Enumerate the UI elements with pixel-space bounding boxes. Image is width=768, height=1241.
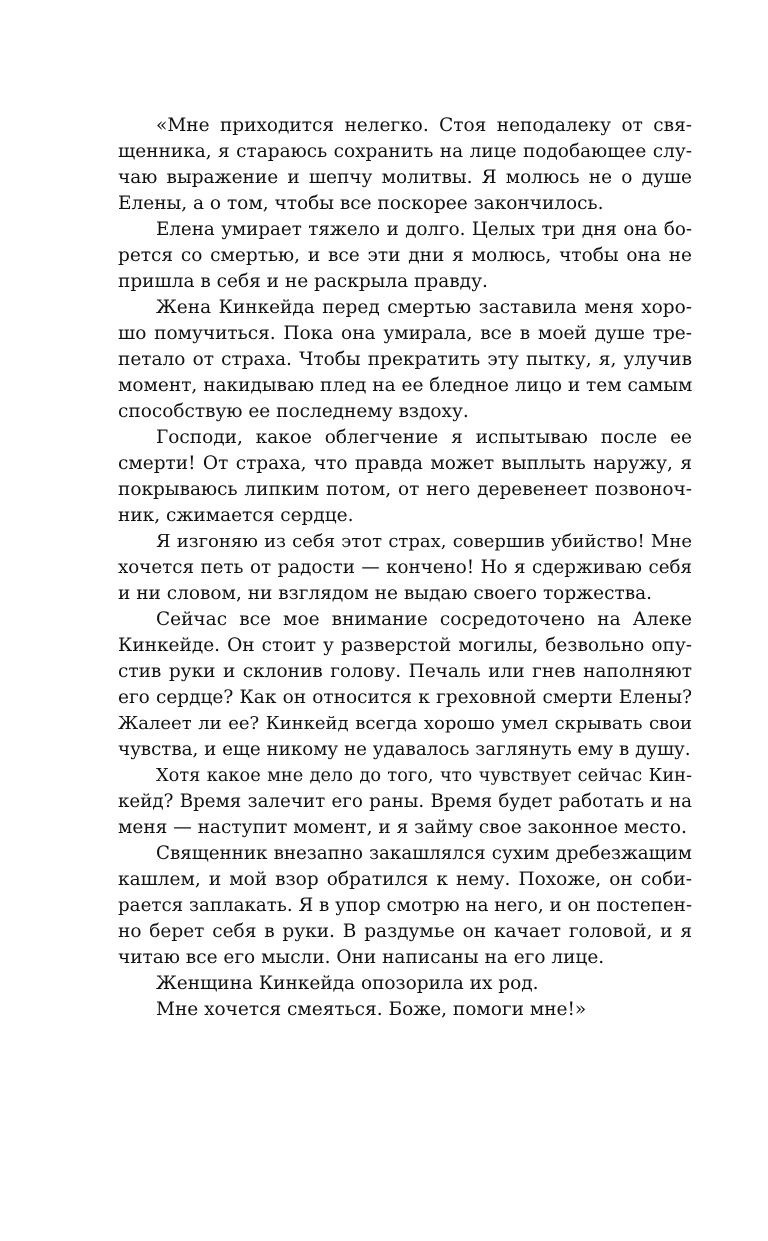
paragraph — [118, 113, 692, 217]
text-line: Жалеет ли ее? Кинкейд всегда хорошо умел скрывать свои — [118, 713, 692, 734]
text-line: читаю все его мысли. Они написаны на его лице. — [118, 947, 605, 968]
paragraph — [118, 217, 692, 295]
text-line: Женщина Кинкейда опозорила их род. — [156, 973, 539, 994]
paragraph — [118, 841, 692, 971]
text-line: и ни словом, ни взглядом не выдаю своего торжества. — [118, 583, 653, 604]
text-line: Елены, а о том, чтобы все поскорее закончилось. — [118, 193, 604, 214]
text-line: Кинкейде. Он стоит у разверстой могилы, безвольно опу- — [118, 635, 692, 656]
paragraph — [118, 425, 692, 529]
text-line: способствую ее последнему вздоху. — [118, 401, 469, 422]
text-line: Я изгоняю из себя этот страх, совершив убийство! Мне — [156, 531, 692, 552]
text-line: ник, сжимается сердце. — [118, 505, 354, 526]
paragraph — [118, 607, 692, 763]
text-line: шо помучиться. Пока она умирала, все в моей душе тре- — [118, 323, 692, 344]
text-line: его сердце? Как он относится к греховной смерти Елены? — [118, 687, 692, 708]
text-line: Господи, какое облегчение я испытываю после ее — [156, 427, 692, 448]
text-line: смерти! От страха, что правда может выплыть наружу, я — [118, 453, 692, 474]
text-line: «Мне приходится нелегко. Стоя неподалеку от свя- — [156, 115, 692, 136]
text-line: Хотя какое мне дело до того, что чувствует сейчас Кин- — [156, 766, 692, 786]
text-line: стив руки и склонив голову. Печаль или гнев наполняют — [118, 661, 692, 682]
text-line: момент, накидываю плед на ее бледное лицо и тем самым — [118, 375, 693, 396]
paragraph — [118, 763, 692, 841]
text-line: Сейчас все мое внимание сосредоточено на Алеке — [156, 609, 692, 630]
text-line: но берет себя в руки. В раздумье он качает головой, и я — [118, 921, 692, 942]
text-line: покрываюсь липким потом, от него деревенеет позвоноч- — [118, 479, 692, 500]
text-line: хочется петь от радости — кончено! Но я сдерживаю себя — [118, 557, 692, 578]
text-line: Священник внезапно закашлялся сухим дребезжащим — [156, 843, 692, 864]
text-line: кейд? Время залечит его раны. Время будет работать и на — [118, 791, 692, 812]
text-line: Мне хочется смеяться. Боже, помоги мне!» — [156, 999, 587, 1020]
text-line: рается заплакать. Я в упор смотрю на него, и он постепен- — [118, 895, 692, 916]
paragraph — [118, 295, 692, 425]
text-line: меня — наступит момент, и я займу свое законное место. — [118, 817, 687, 838]
text-line: Елена умирает тяжело и долго. Целых три дня она бо- — [156, 219, 692, 240]
text-line: кашлем, и мой взор обратился к нему. Похоже, он соби- — [118, 869, 692, 890]
text-line: щенника, я стараюсь сохранить на лице подобающее слу- — [118, 141, 692, 162]
text-line: чаю выражение и шепчу молитвы. Я молюсь не о душе — [118, 167, 692, 188]
text-line: чувства, и еще никому не удавалось заглянуть ему в душу. — [118, 739, 691, 760]
text-line: рется со смертью, и все эти дни я молюсь, чтобы она не — [118, 245, 692, 266]
paragraph — [118, 529, 692, 607]
body-text — [118, 113, 692, 1023]
paragraph — [118, 997, 692, 1023]
text-line: пришла в себя и не раскрыла правду. — [118, 271, 488, 292]
paragraph — [118, 971, 692, 997]
text-line: Жена Кинкейда перед смертью заставила меня хоро- — [156, 297, 692, 318]
text-line: петало от страха. Чтобы прекратить эту пытку, я, улучив — [118, 349, 692, 370]
